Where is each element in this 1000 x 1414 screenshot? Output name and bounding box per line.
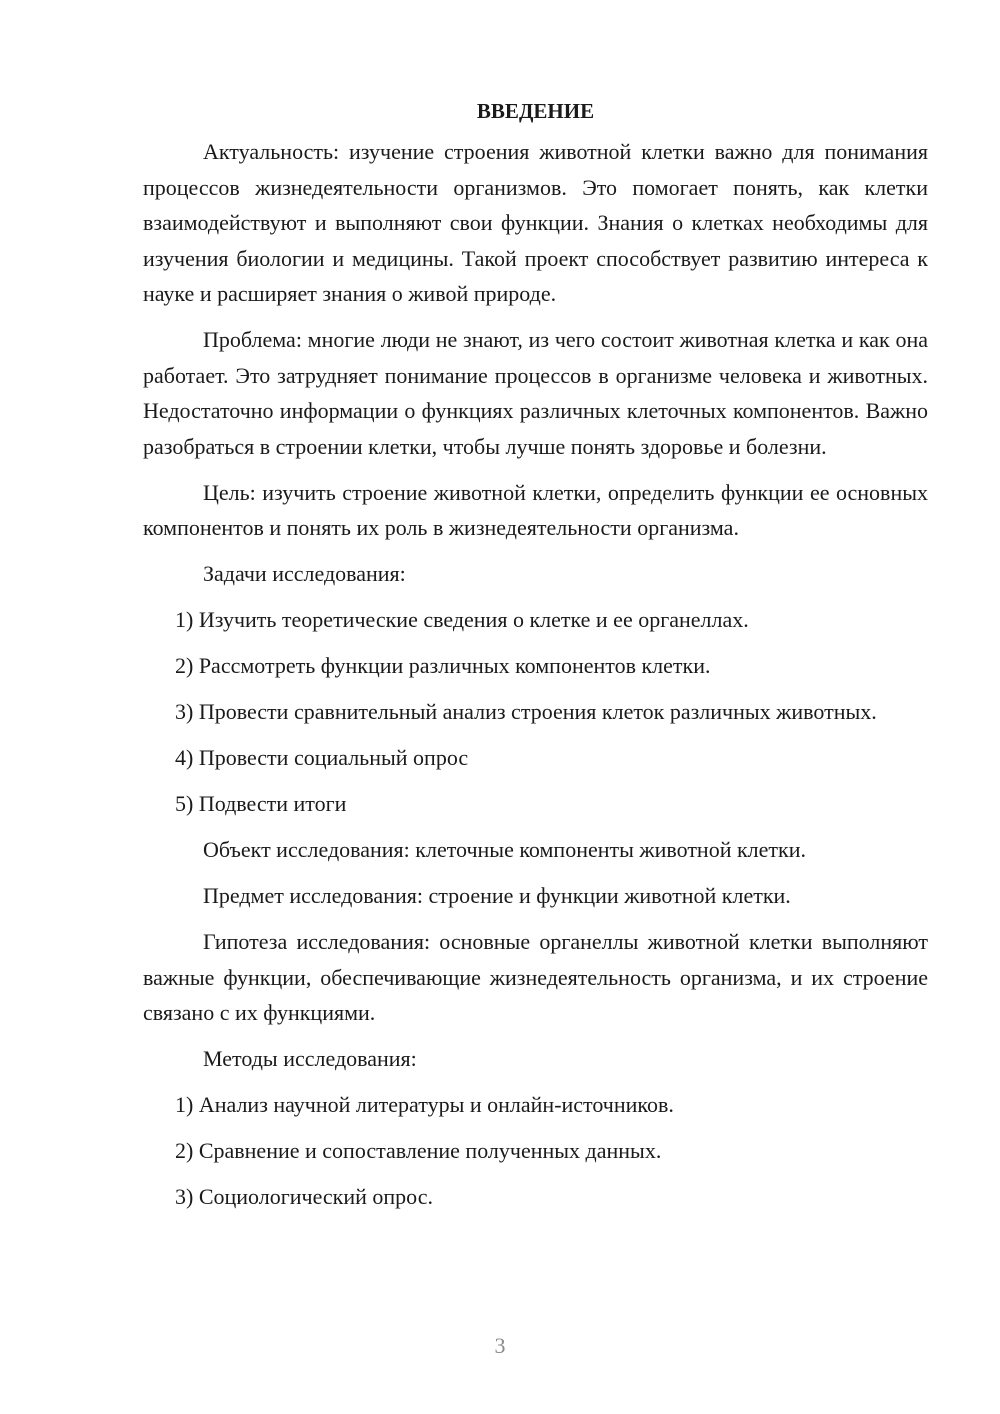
page-number: 3 (494, 1333, 506, 1358)
task-item-1: 1) Изучить теоретические сведения о клетке и ее органеллах. (175, 607, 749, 632)
hypothesis-paragraph: Гипотеза исследования: основные органеллы животной клетки выполняют важные функции, обеспечивающие жизнедеятельность организма, и их строение связано с их функциями. (143, 929, 928, 1025)
method-item-2: 2) Сравнение и сопоставление полученных данных. (175, 1138, 662, 1163)
task-item-2: 2) Рассмотреть функции различных компонентов клетки. (175, 653, 711, 678)
problem-paragraph: Проблема: многие люди не знают, из чего состоит животная клетка и как она работает. Это затрудняет понимание процессов в организме человека и животных. Недостаточно информации о функциях различных клеточных компонентов. Важно разобраться в строении клетки, чтобы лучше понять здоровье и болезни. (143, 327, 928, 459)
tasks-heading: Задачи исследования: (203, 561, 406, 586)
task-item-4: 4) Провести социальный опрос (175, 745, 469, 770)
object-paragraph: Объект исследования: клеточные компоненты животной клетки. (203, 837, 806, 862)
page-title: ВВЕДЕНИЕ (476, 99, 595, 123)
subject-paragraph: Предмет исследования: строение и функции животной клетки. (203, 883, 791, 908)
methods-heading: Методы исследования: (203, 1046, 417, 1071)
task-item-3: 3) Провести сравнительный анализ строения клеток различных животных. (175, 699, 877, 724)
method-item-3: 3) Социологический опрос. (175, 1184, 433, 1209)
goal-paragraph: Цель: изучить строение животной клетки, определить функции ее основных компонентов и понять их роль в жизнедеятельности организма. (143, 479, 928, 540)
method-item-1: 1) Анализ научной литературы и онлайн-источников. (175, 1092, 674, 1117)
relevance-paragraph: Актуальность: изучение строения животной клетки важно для понимания процессов жизнедеятельности организмов. Это помогает понять, как клетки взаимодействуют и выполняют свои функции. Знания о клетках необходимы для изучения биологии и медицины. Такой проект способствует развитию интереса к науке и расширяет знания о живой природе. (143, 139, 928, 306)
document-page (143, 96, 928, 1225)
task-item-5: 5) Подвести итоги (175, 791, 347, 816)
